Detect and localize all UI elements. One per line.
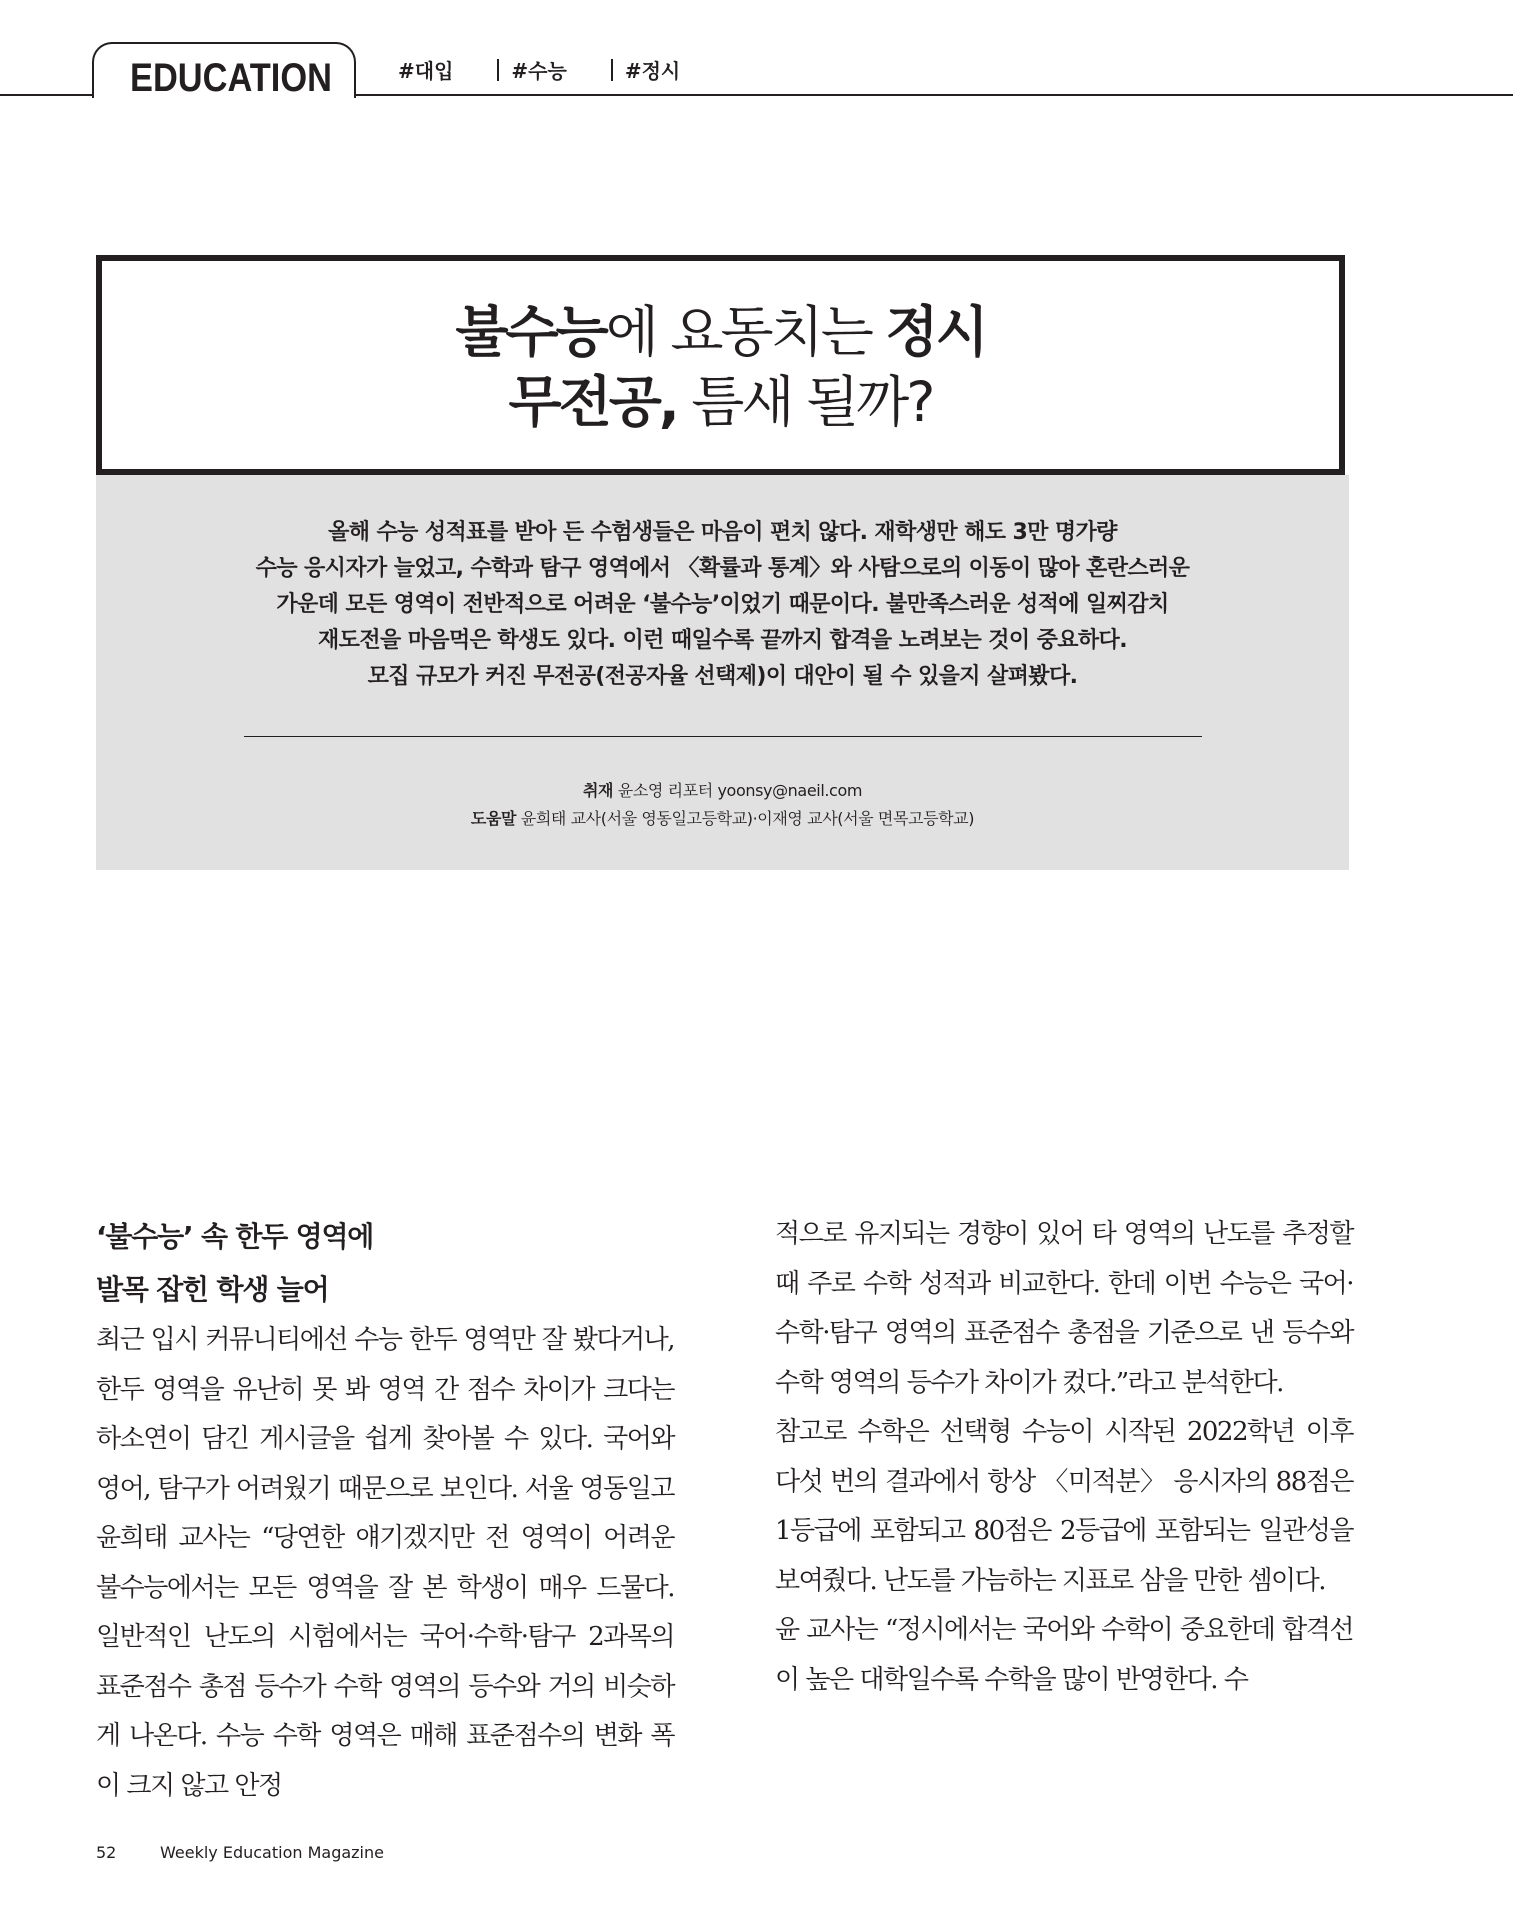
- body-paragraph: 최근 입시 커뮤니티에선 수능 한두 영역만 잘 봤다거나, 한두 영역을 유난히 못 봐 영역 간 점수 차이가 크다는 하소연이 담긴 게시글을 쉽게 찾아볼 수 있다. 국어와 영어, 탐구가 어려웠기 때문으로 보인다. 서울 영동일고 윤희태 교사는 “당연한 얘기겠지만 전 영역이 어려운 불수능에서는 모든 영역을 잘 본 학생이 매우 드물다. 일반적인 난도의 시험에서는 국어·수학·탐구 2과목의 표준점수 총점 등수가 수학 영역의 등수와 거의 비슷하게 나온다. 수능 수학 영역은 매해 표준점수의 변화 폭이 크지 않고 안정: [96, 1325, 674, 1801]
- lead-paragraph: [96, 515, 1349, 695]
- magazine-name: Weekly Education Magazine: [160, 1843, 384, 1862]
- headline-line-1: [102, 297, 1339, 367]
- lead-line: 재도전을 마음먹은 학생도 있다. 이런 때일수록 끝까지 합격을 노려보는 것이 중요하다.: [318, 628, 1127, 653]
- body-paragraph: 적으로 유지되는 경향이 있어 타 영역의 난도를 추정할 때 주로 수학 성적과 비교한다. 한데 이번 수능은 국어·수학·탐구 영역의 표준점수 총점을 기준으로 낸 등수와 수학 영역의 등수가 차이가 컸다.”라고 분석한다.: [775, 1219, 1353, 1398]
- lead-line: 모집 규모가 커진 무전공(전공자율 선택제)이 대안이 될 수 있을지 살펴봤다.: [367, 664, 1078, 689]
- credit-text: 윤희태 교사(서울 영동일고등학교)·이재영 교사(서울 면목고등학교): [516, 809, 975, 828]
- section-label: EDUCATION: [130, 56, 332, 100]
- subheading: [96, 1210, 674, 1316]
- tag-divider: [611, 59, 613, 81]
- lead-divider: [244, 736, 1202, 737]
- article-column-right: [775, 1210, 1353, 1705]
- tag-suneung[interactable]: #수능: [511, 59, 567, 83]
- lead-line: 올해 수능 성적표를 받아 든 수험생들은 마음이 편치 않다. 재학생만 해도 3만 명가량: [328, 520, 1117, 545]
- headline-line-2: [102, 367, 1339, 437]
- headline-keyword: 무전공,: [508, 370, 677, 434]
- headline-keyword: 정시: [885, 300, 986, 364]
- tag-admission[interactable]: #대입: [398, 59, 454, 83]
- subheading-line: 발목 잡힌 학생 늘어: [96, 1273, 329, 1306]
- tag-list: [398, 55, 724, 84]
- headline-text: 틈새 될까?: [676, 370, 933, 434]
- page-footer: [96, 1843, 384, 1862]
- body-paragraph: 윤 교사는 “정시에서는 국어와 수학이 중요한데 합격선이 높은 대학일수록 수학을 많이 반영한다. 수: [775, 1615, 1353, 1695]
- tag-jeongsi[interactable]: #정시: [624, 59, 681, 83]
- credit-text: 윤소영 리포터 yoonsy@naeil.com: [613, 781, 863, 800]
- headline-box: [96, 255, 1345, 475]
- lead-line: 수능 응시자가 늘었고, 수학과 탐구 영역에서 〈확률과 통계〉와 사탐으로의 이동이 많아 혼란스러운: [255, 556, 1190, 581]
- credits: [96, 777, 1349, 833]
- headline-text: 에 요동치는: [605, 300, 886, 364]
- subheading-line: ‘불수능’ 속 한두 영역에: [96, 1220, 374, 1253]
- headline-keyword: 불수능: [455, 300, 606, 364]
- lead-box: [96, 475, 1349, 870]
- tag-divider: [497, 59, 499, 81]
- body-paragraph: 참고로 수학은 선택형 수능이 시작된 2022학년 이후 다섯 번의 결과에서 항상 〈미적분〉 응시자의 88점은 1등급에 포함되고 80점은 2등급에 포함되는 일관성을 보여줬다. 난도를 가늠하는 지표로 삼을 만한 셈이다.: [775, 1417, 1353, 1596]
- lead-line: 가운데 모든 영역이 전반적으로 어려운 ‘불수능’이었기 때문이다. 불만족스러운 성적에 일찌감치: [276, 592, 1169, 617]
- reporter-credit: [96, 777, 1349, 805]
- credit-label: 취재: [582, 781, 614, 800]
- credit-label: 도움말: [470, 809, 517, 828]
- article-column-left: [96, 1210, 674, 1811]
- advisor-credit: [96, 805, 1349, 833]
- page-number: 52: [96, 1843, 117, 1862]
